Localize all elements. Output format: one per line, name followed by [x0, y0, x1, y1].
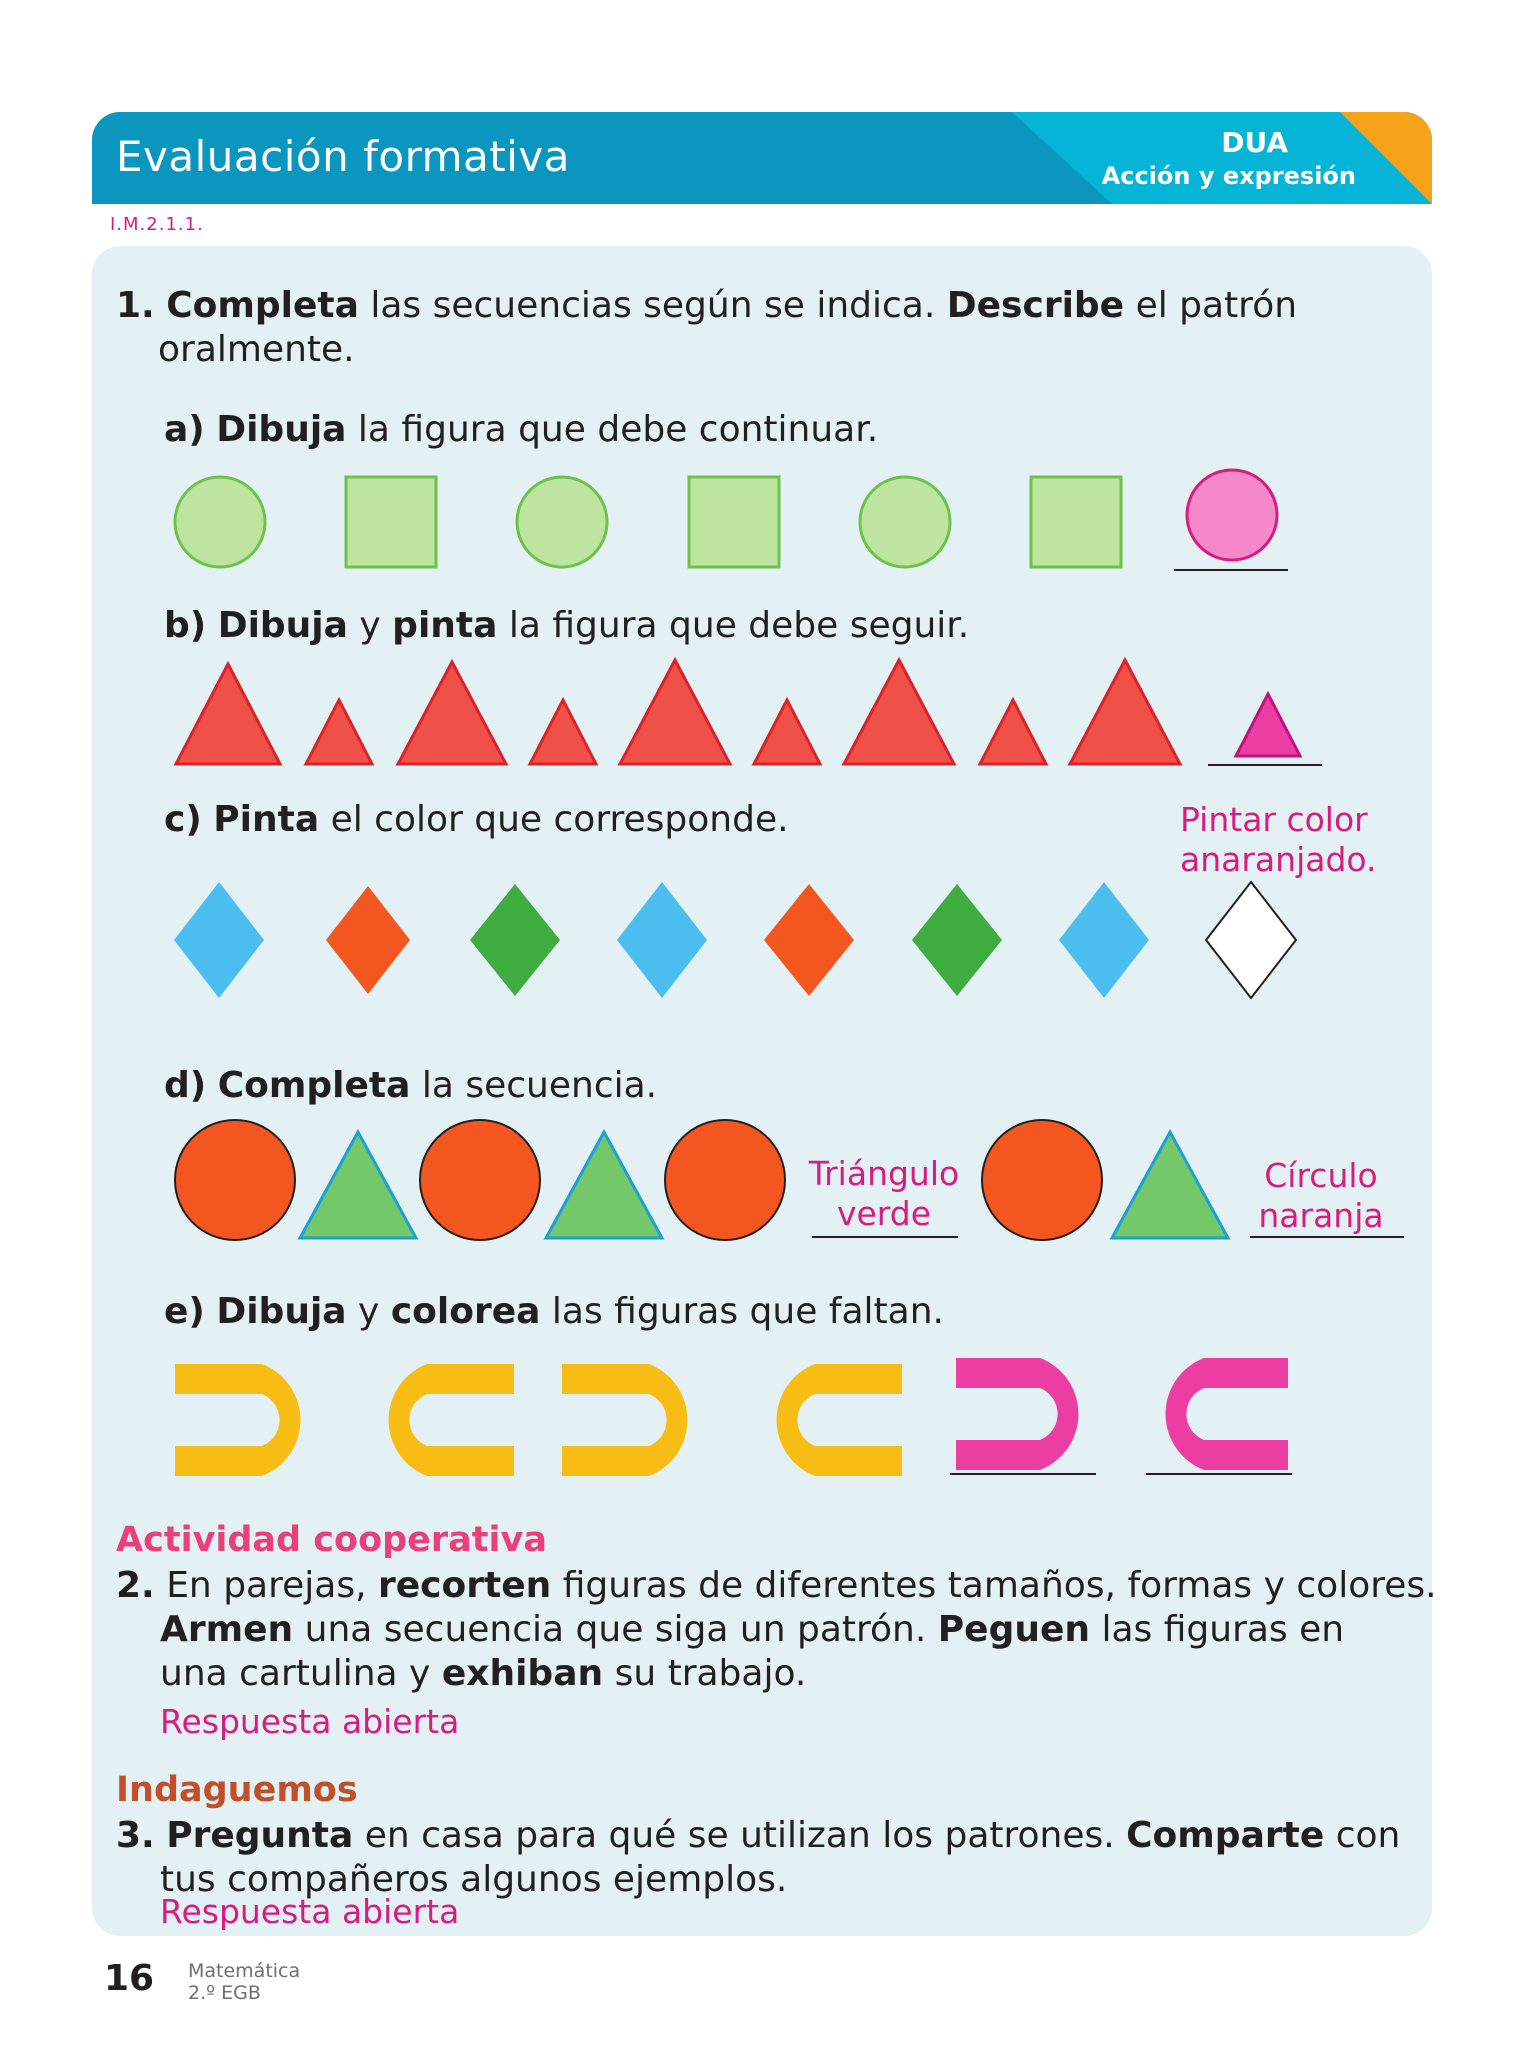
- q1e-text: las figuras que faltan.: [551, 1291, 944, 1332]
- q2-number: 2.: [116, 1565, 155, 1606]
- q1d-answer2-line2: naranja: [1258, 1196, 1384, 1235]
- seq-c-blue-diamond: [617, 882, 707, 998]
- footer-grade: 2.º EGB: [188, 1982, 261, 2004]
- seq-a-square: [689, 477, 779, 567]
- q1-text1: las secuencias según se indica.: [370, 285, 936, 326]
- q2-line2: [160, 1608, 1344, 1652]
- seq-a-square: [1031, 477, 1121, 567]
- q1e-connector: y: [358, 1291, 380, 1332]
- seq-e-answer-left-bracket: [1166, 1358, 1288, 1470]
- seq-a-circle: [860, 477, 950, 567]
- q3-answer: Respuesta abierta: [160, 1892, 460, 1931]
- q2-b3: Peguen: [937, 1609, 1091, 1650]
- q3-t2: con: [1335, 1815, 1401, 1856]
- q1c-label: c): [164, 799, 202, 840]
- seq-b-big-triangle: [844, 660, 954, 764]
- q2-b1: recorten: [377, 1565, 552, 1606]
- seq-c-orange-diamond: [764, 884, 854, 996]
- q3-t1: en casa para qué se utilizan los patrones.: [364, 1815, 1115, 1856]
- seq-e-right-bracket: [175, 1364, 300, 1476]
- seq-d-green-triangle: [1112, 1132, 1228, 1238]
- page-number: 16: [104, 1958, 155, 1999]
- q3-b1: Pregunta: [166, 1815, 354, 1856]
- seq-c-green-diamond: [912, 884, 1002, 996]
- seq-e-right-bracket: [562, 1364, 687, 1476]
- header-title: Evaluación formativa: [116, 132, 570, 181]
- seq-b-small-triangle: [980, 700, 1046, 764]
- dua-label: DUA: [1221, 126, 1288, 159]
- cooperative-title: Actividad cooperativa: [116, 1520, 547, 1560]
- q1b-verb2: pinta: [392, 605, 498, 646]
- seq-c-blue-diamond: [1059, 882, 1149, 998]
- seq-d-orange-circle: [420, 1120, 540, 1240]
- q2-t6: su trabajo.: [614, 1653, 807, 1694]
- seq-b-big-triangle: [1070, 660, 1180, 764]
- seq-b-big-triangle: [176, 664, 280, 764]
- seq-b-big-triangle: [398, 662, 506, 764]
- q1c-text: el color que corresponde.: [330, 799, 789, 840]
- indicator-code: I.M.2.1.1.: [110, 214, 204, 235]
- q2-b2: Armen: [160, 1609, 294, 1650]
- seq-e-answer-right-bracket: [956, 1358, 1078, 1470]
- seq-c-empty-diamond: [1206, 882, 1296, 998]
- q1b-connector: y: [359, 605, 381, 646]
- q1d-answer1-line1: Triángulo: [808, 1154, 960, 1193]
- q2-t2: figuras de diferentes tamaños, formas y colores.: [562, 1565, 1437, 1606]
- inquiry-title: Indaguemos: [116, 1770, 358, 1810]
- q1e-verb1: Dibuja: [216, 1291, 347, 1332]
- q1e-label: e): [164, 1291, 205, 1332]
- q1a-text: la figura que debe continuar.: [357, 409, 879, 450]
- q2-t1: En parejas,: [166, 1565, 367, 1606]
- q1-verb2: Describe: [946, 285, 1125, 326]
- seq-a-answer-circle: [1187, 470, 1277, 560]
- q3-line1: [116, 1814, 1400, 1858]
- q2-line1: [116, 1564, 1437, 1608]
- q1d-text: la secuencia.: [421, 1065, 658, 1106]
- q1-number: 1.: [116, 285, 155, 326]
- seq-c-blue-diamond: [174, 882, 264, 998]
- q1d-answer1-line2: verde: [836, 1194, 932, 1233]
- q2-line3: [160, 1652, 806, 1696]
- q1c-verb: Pinta: [213, 799, 320, 840]
- seq-b-small-triangle: [530, 700, 596, 764]
- q1b-text: la figura que debe seguir.: [508, 605, 970, 646]
- seq-d-orange-circle: [982, 1120, 1102, 1240]
- q1b-verb1: Dibuja: [217, 605, 348, 646]
- seq-a-circle: [517, 477, 607, 567]
- q1d-label: d): [164, 1065, 207, 1106]
- q2-t4: las figuras en: [1101, 1609, 1345, 1650]
- q1-verb1: Completa: [166, 285, 359, 326]
- q1a-verb: Dibuja: [216, 409, 347, 450]
- q2-t5: una cartulina y: [160, 1653, 431, 1694]
- q1-text3: oralmente.: [158, 329, 355, 370]
- q1a-label: a): [164, 409, 205, 450]
- q1c-answer-line2: anaranjado.: [1180, 840, 1377, 879]
- seq-b-big-triangle: [620, 660, 730, 764]
- q1d-verb: Completa: [217, 1065, 411, 1106]
- q1-text2: el patrón: [1135, 285, 1298, 326]
- q1b-label: b): [164, 605, 207, 646]
- seq-c-orange-diamond: [326, 886, 410, 994]
- seq-e-left-bracket: [389, 1364, 514, 1476]
- q3-t3: tus compañeros algunos ejemplos.: [160, 1859, 788, 1900]
- footer-subject: Matemática: [188, 1960, 301, 1982]
- q2-answer: Respuesta abierta: [160, 1702, 460, 1741]
- q1d-answer2-line1: Círculo: [1264, 1156, 1378, 1195]
- seq-d-orange-circle: [665, 1120, 785, 1240]
- seq-c-green-diamond: [470, 884, 560, 996]
- seq-b-answer-triangle: [1236, 694, 1300, 756]
- seq-a-square: [346, 477, 436, 567]
- seq-a-circle: [175, 477, 265, 567]
- seq-d-orange-circle: [175, 1120, 295, 1240]
- q3-number: 3.: [116, 1815, 155, 1856]
- q2-b4: exhiban: [441, 1653, 604, 1694]
- q1c-answer-line1: Pintar color: [1180, 800, 1368, 839]
- seq-e-left-bracket: [777, 1364, 902, 1476]
- seq-b-small-triangle: [754, 700, 820, 764]
- footer-subject-block: [188, 1960, 300, 2004]
- seq-d-green-triangle: [546, 1132, 662, 1238]
- q3-b2: Comparte: [1126, 1815, 1325, 1856]
- q1e-verb2: colorea: [390, 1291, 541, 1332]
- dua-subtitle: Acción y expresión: [1101, 162, 1356, 190]
- seq-b-small-triangle: [306, 700, 372, 764]
- q2-t3: una secuencia que siga un patrón.: [304, 1609, 927, 1650]
- seq-d-green-triangle: [300, 1132, 416, 1238]
